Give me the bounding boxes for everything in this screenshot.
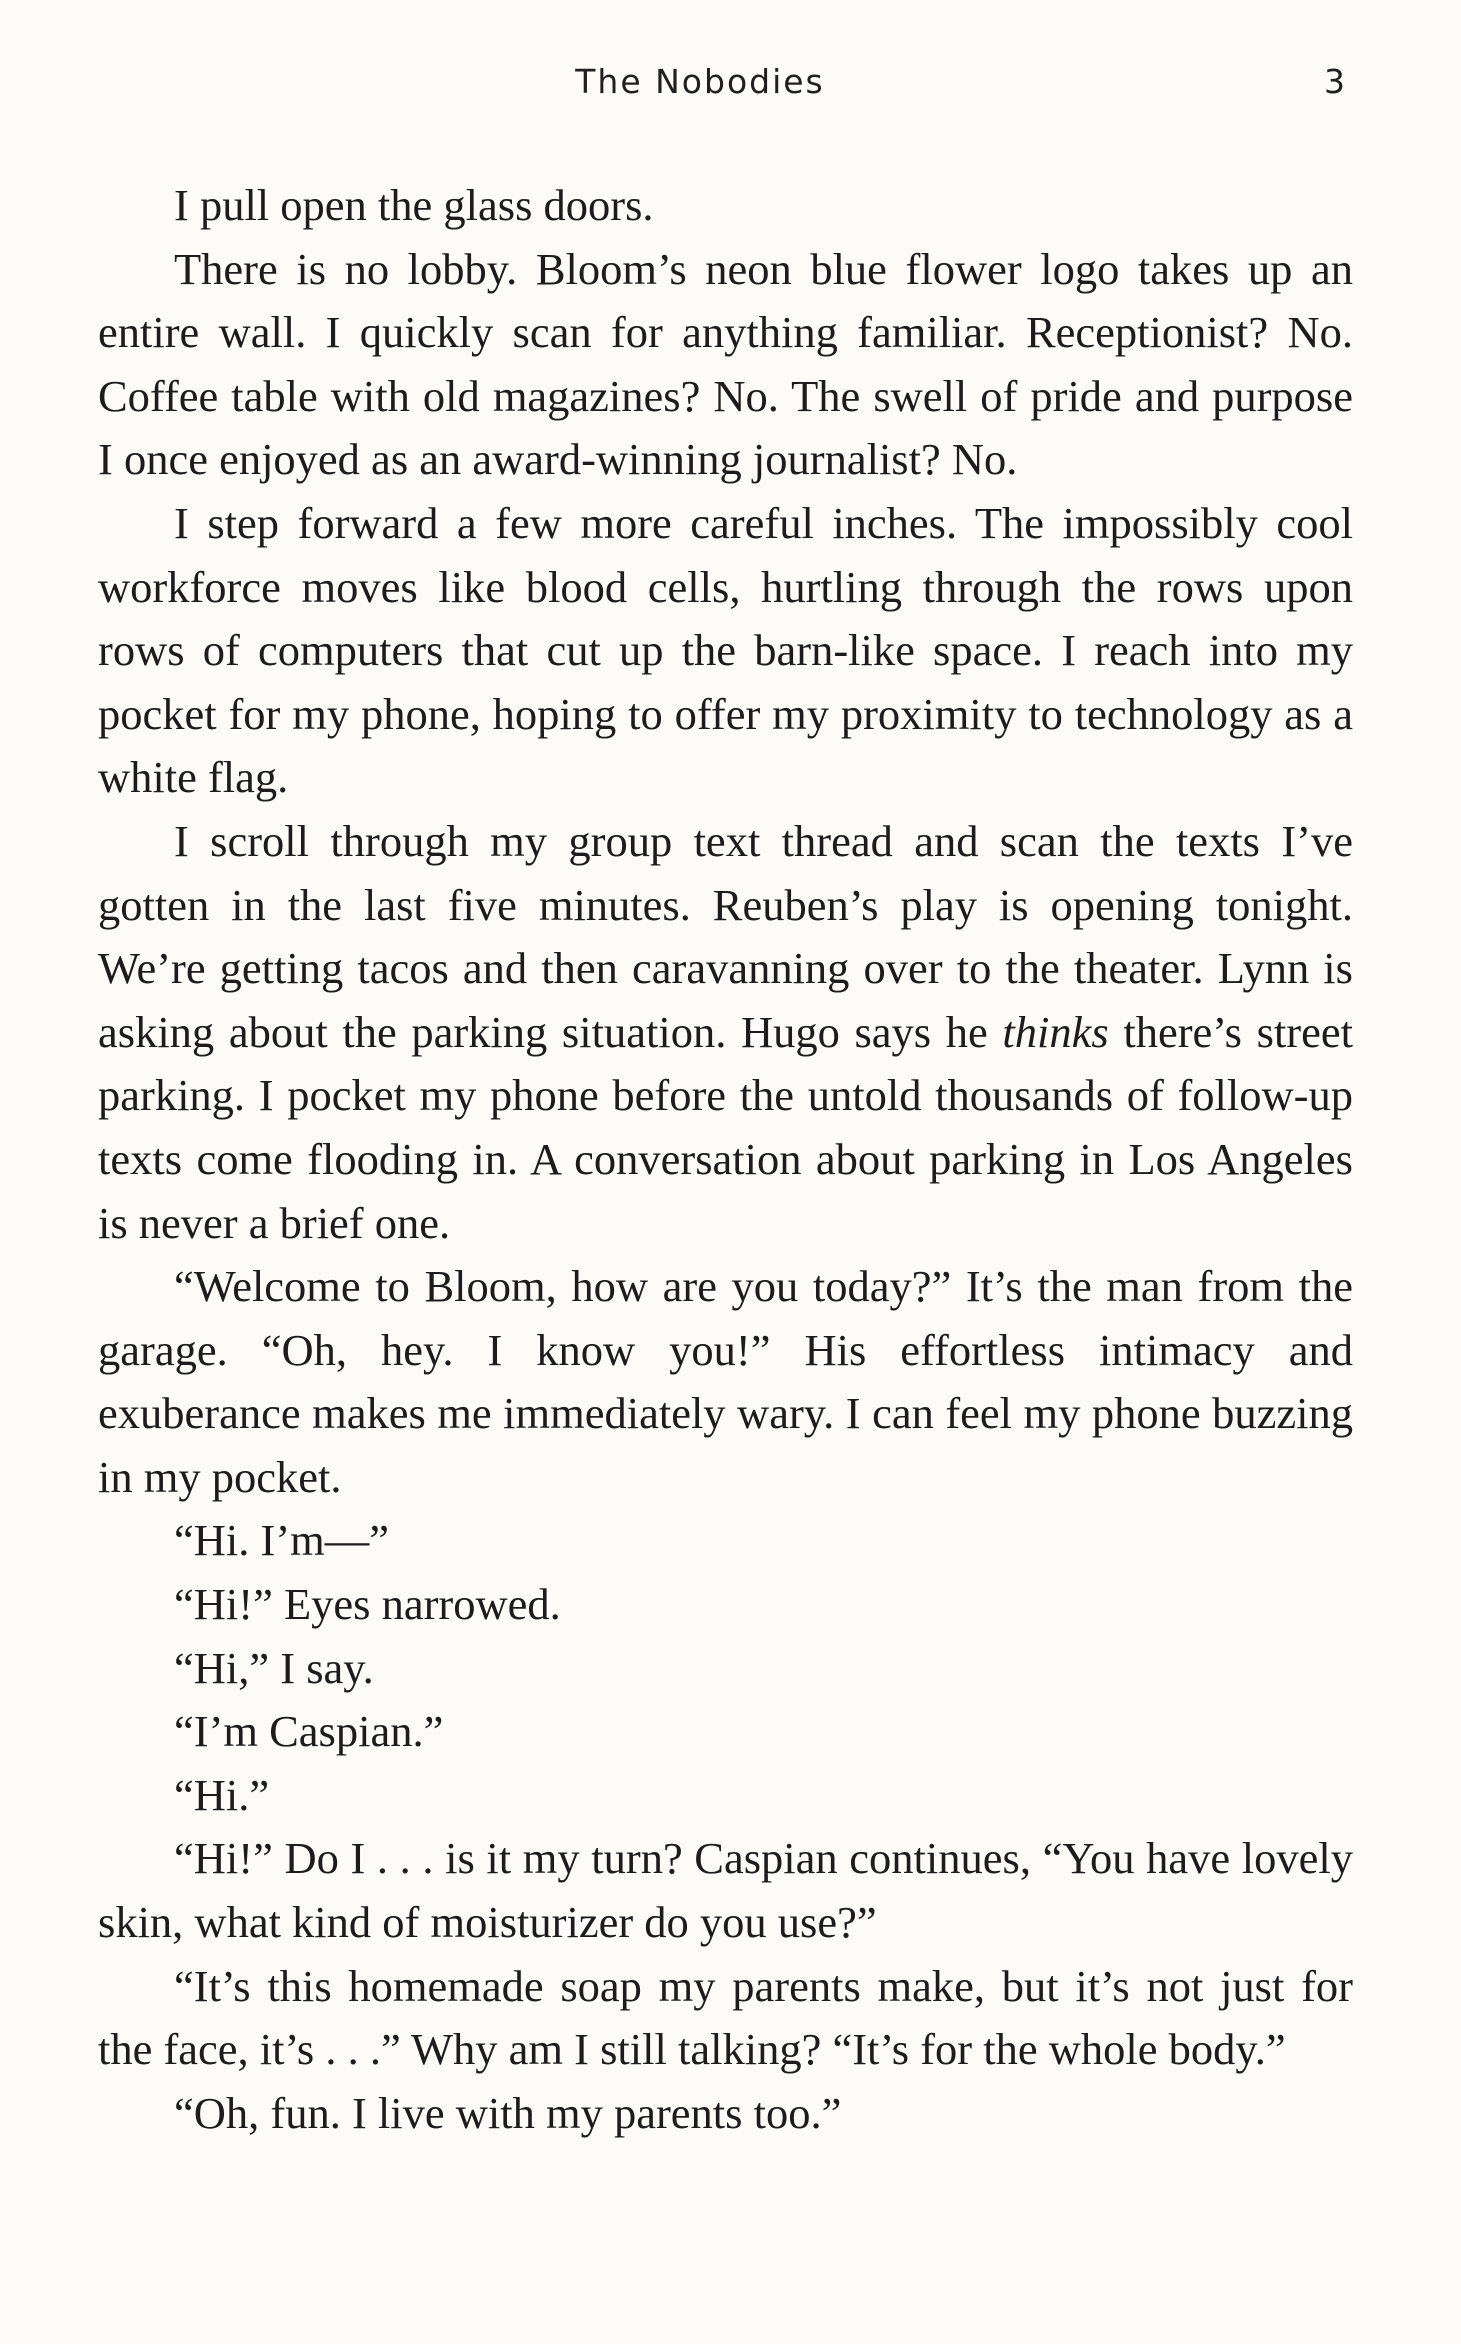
dialogue-line: “Hi.” bbox=[174, 1769, 270, 1820]
paragraph: “Hi!” Do I . . . is it my turn? Caspian continues, “You have lovely skin, what kind of moisturizer do you use?” bbox=[98, 1833, 1353, 1948]
page-number: 3 bbox=[1324, 62, 1345, 101]
dialogue-line: “I’m Caspian.” bbox=[174, 1706, 444, 1757]
running-header bbox=[0, 62, 1461, 112]
paragraph: “Welcome to Bloom, how are you today?” It’s the man from the garage. “Oh, hey. I know you!” His effortless intimacy and exuberance makes me immediately wary. I can feel my phone buzzing in my pocket. bbox=[98, 1261, 1353, 1502]
dialogue-line: “Oh, fun. I live with my parents too.” bbox=[174, 2087, 842, 2138]
body-text bbox=[98, 174, 1353, 2145]
dialogue-line: “Hi!” Eyes narrowed. bbox=[174, 1579, 561, 1630]
paragraph: I pull open the glass doors. bbox=[174, 180, 654, 230]
paragraph: I step forward a few more careful inches. The impossibly cool workforce moves like blood cells, hurtling through the rows upon rows of computers that cut up the barn-like space. I reach into my pocket for my phone, hoping to offer my proximity to technology as a white flag. bbox=[98, 497, 1353, 803]
running-title: The Nobodies bbox=[575, 62, 825, 101]
dialogue-line: “Hi,” I say. bbox=[174, 1642, 374, 1693]
dialogue-line: “Hi. I’m—” bbox=[174, 1515, 390, 1566]
paragraph: There is no lobby. Bloom’s neon blue flower logo takes up an entire wall. I quickly scan for anything familiar. Receptionist? No. Coffee table with old magazines? No. The swell of pride and purpose I once enjoyed as an award-winning journalist? No. bbox=[98, 243, 1353, 485]
paragraph-text: I scroll through my group text thread and scan the texts I’ve gotten in the last five minutes. Reuben’s play is opening tonight. We’re getting tacos and then caravanning over to the theater. Lynn is asking about the parking situation. Hugo says he bbox=[98, 815, 1353, 1057]
emphasized-word: thinks bbox=[1002, 1006, 1109, 1057]
paragraph: “It’s this homemade soap my parents make, but it’s not just for the face, it’s . . .” Why am I still talking? “It’s for the whole body.” bbox=[98, 1960, 1353, 2075]
paragraph-text: there’s street parking. I pocket my phone before the untold thousands of follow-up texts come flooding in. A conversation about parking in Los Angeles is never a brief one. bbox=[98, 1006, 1353, 1248]
paragraph bbox=[98, 810, 1353, 1255]
